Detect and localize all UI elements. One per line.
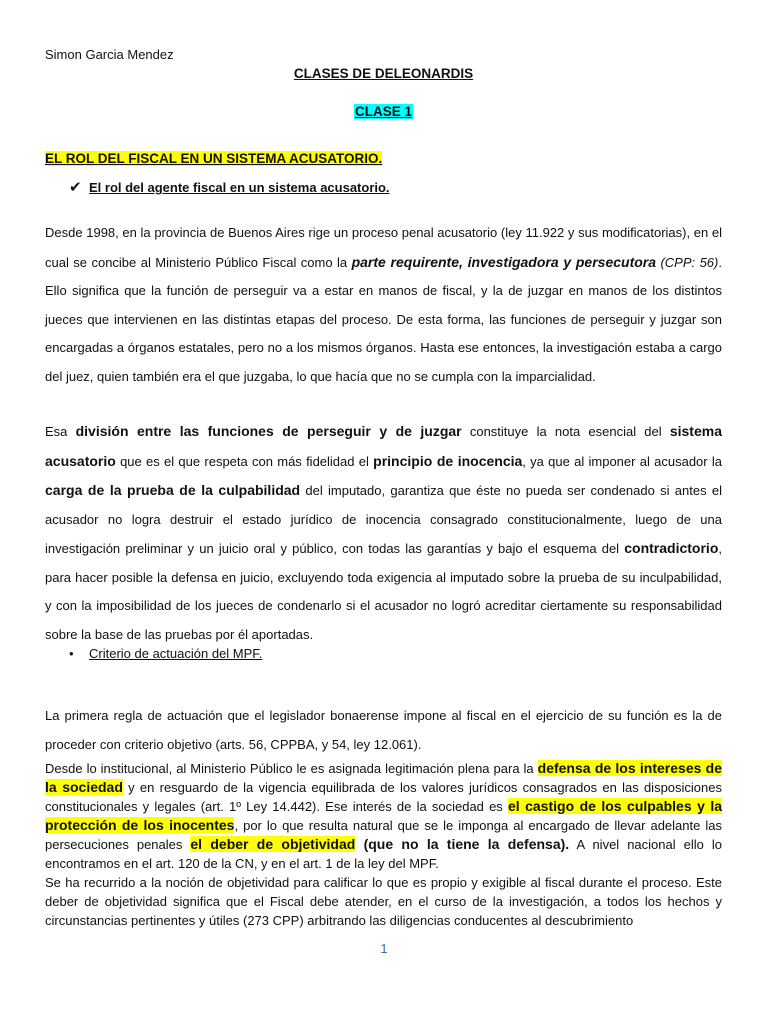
checkmark-icon: ✔ (69, 179, 82, 196)
p2-bold: principio de inocencia (373, 452, 523, 469)
document-title: CLASES DE DELEONARDIS (293, 66, 474, 81)
p4-text: , por lo que resulta natural que se le imponga al encargado de llevar adelante las persecuciones penales (45, 818, 722, 852)
page-number: 1 (380, 941, 388, 956)
paragraph-1 (45, 219, 722, 391)
check-list-item (69, 178, 390, 196)
class-label-text: CLASE 1 (354, 104, 412, 119)
p2-text: constituye la nota esencial del (461, 424, 670, 439)
p1-text: Desde 1998, en la provincia de Buenos Aires rige un proceso penal acusatorio (ley 11.922 y sus modificatorias), en el cual se concibe al Ministerio Público Fiscal como la (45, 225, 722, 270)
p4-bold: (que no la tiene la defensa). (355, 836, 570, 852)
class-label (45, 104, 722, 119)
p2-text: del imputado, garantiza que éste no pueda ser condenado si antes el acusador no logra destruir el estado jurídico de inocencia consagrado constitucionalmente, luego de una investigación preliminar y un juicio oral y público, con todas las garantías y bajo el esquema del (45, 483, 722, 556)
paragraph-5: Se ha recurrido a la noción de objetividad para calificar lo que es propio y exigible al fiscal durante el proceso. Este deber de objetividad significa que el Fiscal debe atender, en el curso de la investigación, a todos los hechos y circunstancias pertinentes y útiles (273 CPP) arbitrando las diligencias conducentes al descubrimiento (45, 875, 722, 928)
p1-citation: (CPP: 56) (656, 254, 719, 270)
section-heading: EL ROL DEL FISCAL EN UN SISTEMA ACUSATORIO. (45, 151, 383, 166)
p2-text: Esa (45, 424, 76, 439)
p2-bold: sistema acusatorio (45, 423, 722, 469)
p4-text: A nivel nacional ello lo encontramos en el art. 120 de la CN, y en el art. 1 de la ley del MPF. (45, 837, 723, 871)
p2-text: , para hacer posible la defensa en juicio, excluyendo toda exigencia al imputado sobre la prueba de su inculpabilidad, y con la imposibilidad de los jueces de condenarlo si el acusador no logró acreditar ciertamente su responsabilidad sobre la base de las pruebas por él aportadas. (45, 541, 722, 642)
paragraph-2 (45, 417, 722, 649)
p2-bold: carga de la prueba de la culpabilidad (45, 482, 301, 498)
p2-text: , ya que al imponer al acusador la (522, 453, 722, 469)
p2-bold: contradictorio (624, 540, 719, 556)
paragraph-4 (45, 759, 722, 873)
bullet-list-item (69, 646, 262, 661)
p1-text-rest: . Ello significa que la función de perseguir va a estar en manos de fiscal, y la de juzgar en manos de los distintos jueces que intervienen en las distintas etapas del proceso. De esta forma, las funciones de perseguir y juzgar son encargadas a órganos estatales, pero no a los mismos órganos. Hasta ese entonces, la investigación estaba a cargo del juez, quien también era el que juzgaba, lo que hacía que no se cumpla con la imparcialidad. (45, 254, 722, 384)
p2-text: que es el que respeta con más fidelidad el (115, 453, 374, 469)
author-name: Simon Garcia Mendez (45, 47, 174, 62)
bullet-icon: • (69, 646, 74, 661)
p4-highlight: defensa de los intereses de la sociedad (45, 760, 722, 795)
p4-text: y en resguardo de la vigencia equilibrada de los valores jurídicos consagrados en las disposiciones constitucionales y legales (art. 1º Ley 14.442). Ese interés de la sociedad es (45, 780, 722, 814)
p1-emphasis: parte requirente, investigadora y persecutora (351, 253, 657, 270)
check-item-text: El rol del agente fiscal en un sistema acusatorio. (89, 180, 390, 195)
p4-highlight: el deber de objetividad (190, 836, 356, 852)
p4-highlight: el castigo de los culpables y la protección de los inocentes (45, 798, 722, 833)
p4-text: Desde lo institucional, al Ministerio Público le es asignada legitimación plena para la (45, 761, 538, 776)
paragraph-3: La primera regla de actuación que el legislador bonaerense impone al fiscal en el ejercicio de su función es la de proceder con criterio objetivo (arts. 56, CPPBA, y 54, ley 12.061). (45, 708, 722, 752)
p2-bold: división entre las funciones de perseguir y de juzgar (75, 423, 462, 439)
bullet-item-text: Criterio de actuación del MPF. (89, 646, 263, 661)
